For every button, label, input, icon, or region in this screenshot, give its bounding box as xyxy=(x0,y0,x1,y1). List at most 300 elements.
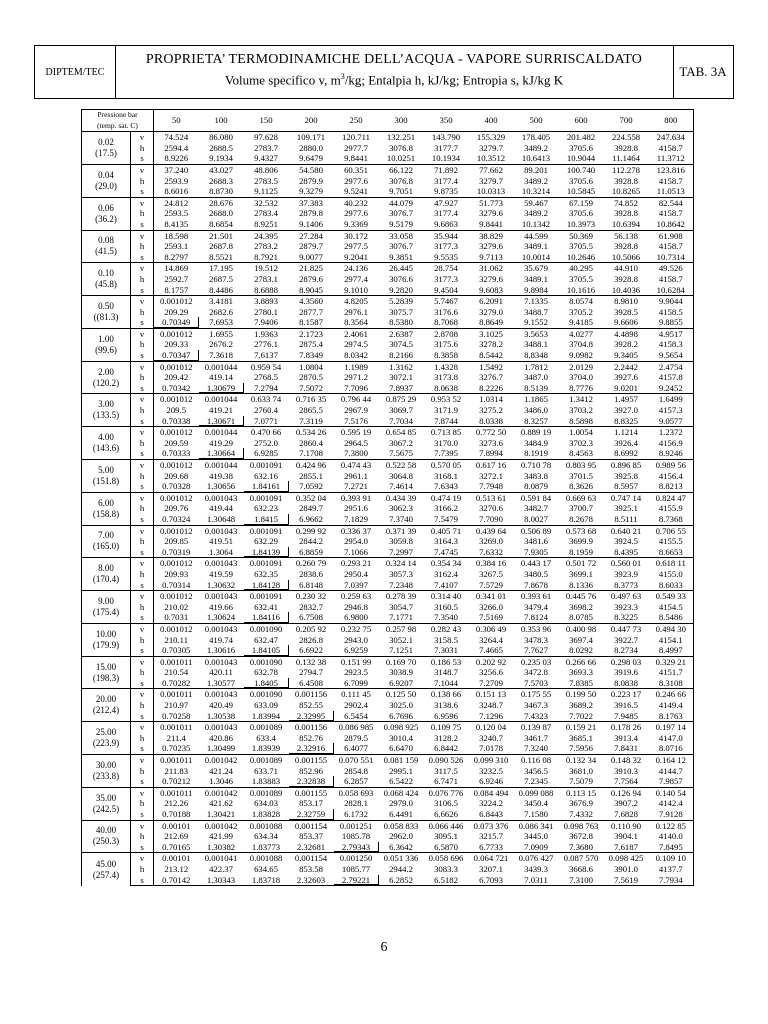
temp-header: 150 xyxy=(244,110,289,132)
table-cell: 3472.8 xyxy=(524,667,548,678)
table-cell: 0.138 66 xyxy=(424,689,469,700)
table-cell: 0.953 52 xyxy=(424,394,469,405)
quantity-symbol: v xyxy=(131,427,154,438)
table-cell: 7.1771 xyxy=(389,612,413,623)
table-cell: 0.001088 xyxy=(244,820,289,831)
quantity-symbol: v xyxy=(131,623,154,634)
table-cell: 2593.5 xyxy=(164,208,189,219)
table-cell: 3928.8 xyxy=(614,175,638,186)
table-cell: 1.30421 xyxy=(206,809,236,819)
table-cell: 6.6922 xyxy=(299,645,323,656)
table-cell: 7.6828 xyxy=(614,809,638,819)
table-cell: 8.0879 xyxy=(524,481,548,492)
table-cell: 3232.5 xyxy=(479,765,503,776)
table-cell: 3215.7 xyxy=(479,831,503,842)
table-cell: 420.11 xyxy=(209,667,233,678)
table-cell: 6.9285 xyxy=(254,448,278,459)
table-cell: 3275.2 xyxy=(479,405,503,416)
table-cell: 419.44 xyxy=(209,503,233,514)
table-row xyxy=(82,503,694,514)
table-cell: 0.073 376 xyxy=(469,820,514,831)
pressure-value: 0.08 xyxy=(98,235,114,246)
table-cell: 0.086 341 xyxy=(514,820,559,831)
table-cell: 7.9305 xyxy=(524,546,548,557)
quantity-symbol: v xyxy=(131,689,154,700)
table-cell: 8.6854 xyxy=(209,218,233,229)
table-cell: 0.324 14 xyxy=(379,558,424,569)
pressure-value: 20.00 xyxy=(95,694,117,705)
table-cell: 67.159 xyxy=(559,197,604,208)
table-cell: 7.0178 xyxy=(479,743,503,754)
table-cell: 3177.7 xyxy=(434,142,458,153)
table-cell: 30.172 xyxy=(334,230,379,241)
table-cell: 2688.0 xyxy=(209,208,233,219)
table-cell: 6.1732 xyxy=(344,809,368,819)
table-row xyxy=(82,339,694,350)
table-cell: 3067.2 xyxy=(389,437,413,448)
table-cell: 212.26 xyxy=(164,798,189,809)
quantity-symbol: v xyxy=(131,853,154,864)
table-cell: 0.081 159 xyxy=(379,755,424,766)
table-cell: 3.8893 xyxy=(244,296,289,307)
table-cell: 3927.6 xyxy=(614,372,638,383)
table-cell: 852.96 xyxy=(299,765,323,776)
table-cell: 0.001042 xyxy=(199,820,244,831)
table-cell: 7.0592 xyxy=(299,481,323,492)
table-cell: 2752.0 xyxy=(254,437,278,448)
table-cell: 10.8265 xyxy=(611,186,641,197)
table-cell: 0.772 50 xyxy=(469,427,514,438)
table-cell: 9.5241 xyxy=(344,186,368,197)
table-cell: 0.393 61 xyxy=(514,591,559,602)
table-cell: 4.3560 xyxy=(289,296,334,307)
table-cell: 3907.2 xyxy=(614,798,638,809)
table-cell: 3702.3 xyxy=(569,437,593,448)
table-row xyxy=(82,197,694,208)
table-cell: 7.8744 xyxy=(434,415,458,426)
table-cell: 112.278 xyxy=(604,164,649,175)
table-cell: 2946.8 xyxy=(344,601,368,612)
table-cell: 3072.1 xyxy=(389,372,413,383)
table-cell: 10.5066 xyxy=(611,251,641,262)
quantity-symbol: v xyxy=(131,263,154,274)
table-cell: 19.512 xyxy=(244,263,289,274)
table-cell: 2780.1 xyxy=(254,306,278,317)
table-cell: 7.4107 xyxy=(434,579,458,590)
table-cell: 0.001091 xyxy=(244,558,289,569)
table-cell: 7.7395 xyxy=(434,448,458,459)
table-cell: 0.314 40 xyxy=(424,591,469,602)
table-row xyxy=(82,580,694,591)
table-cell: 17.195 xyxy=(199,263,244,274)
table-cell: 1.83773 xyxy=(251,841,281,852)
temp-header: 50 xyxy=(154,110,199,132)
table-cell: 3910.3 xyxy=(614,765,638,776)
table-row xyxy=(82,252,694,263)
table-cell: 9.4504 xyxy=(434,284,458,295)
table-row xyxy=(82,635,694,646)
temp-header: 600 xyxy=(559,110,604,132)
table-cell: 0.159 21 xyxy=(559,722,604,733)
table-cell: 9.1406 xyxy=(299,218,323,229)
quantity-symbol: h xyxy=(131,307,154,318)
quantity-symbol: s xyxy=(131,350,154,361)
table-cell: 8.1959 xyxy=(569,546,593,557)
table-cell: 0.205 92 xyxy=(289,623,334,634)
quantity-symbol: v xyxy=(131,197,154,208)
table-cell: 8.4563 xyxy=(569,448,593,459)
table-cell: 0.001044 xyxy=(199,427,244,438)
temp-header: 250 xyxy=(334,110,379,132)
department-label: DIPTEM/TEC xyxy=(35,46,116,98)
quantity-symbol: v xyxy=(131,492,154,503)
table-cell: 1.30538 xyxy=(206,710,236,721)
table-cell: 7.6187 xyxy=(614,841,638,852)
table-row xyxy=(82,307,694,318)
table-cell: 3489.2 xyxy=(524,142,548,153)
table-cell: 0.066 446 xyxy=(424,820,469,831)
table-cell: 4158.5 xyxy=(649,307,694,318)
table-cell: 0.001012 xyxy=(154,591,199,602)
subtitle-prefix: Volume specifico v, m xyxy=(224,72,341,88)
table-cell: 9.7051 xyxy=(389,186,413,197)
table-cell: 6.5182 xyxy=(424,875,469,886)
table-cell: 0.70333 xyxy=(162,448,191,459)
table-cell: 7.9128 xyxy=(649,809,694,820)
table-cell: 0.001043 xyxy=(199,656,244,667)
table-cell: 3676.9 xyxy=(569,798,593,809)
table-row xyxy=(82,667,694,678)
table-cell: 6.9800 xyxy=(344,612,368,623)
table-cell: 3175.6 xyxy=(434,339,458,350)
table-cell: 9.2820 xyxy=(389,284,413,295)
table-cell: 8.0338 xyxy=(479,415,503,426)
table-cell: 0.139 87 xyxy=(514,722,559,733)
table-cell: 28.754 xyxy=(424,263,469,274)
pressure-cell xyxy=(82,132,131,165)
table-cell: 0.086 985 xyxy=(334,722,379,733)
table-cell: 2877.7 xyxy=(299,306,323,317)
table-cell: 1.30616 xyxy=(206,645,236,656)
table-cell: 7.8124 xyxy=(524,612,548,623)
saturation-temperature: (212.4) xyxy=(92,705,120,716)
saturation-temperature: (223.9) xyxy=(92,738,120,749)
quantity-symbol: h xyxy=(131,831,154,842)
table-cell: 3138.6 xyxy=(434,700,458,711)
table-cell: 1.30664 xyxy=(199,448,244,459)
table-cell: 2593.1 xyxy=(164,241,189,252)
table-cell: 4155.9 xyxy=(649,503,694,514)
pressure-value: 1.00 xyxy=(98,333,114,344)
table-cell: 0.989 56 xyxy=(649,460,694,471)
table-cell: 421.62 xyxy=(209,798,233,809)
table-cell: 1.3046 xyxy=(209,776,233,787)
table-cell: 3705.5 xyxy=(569,241,593,252)
table-cell: 0.202 92 xyxy=(469,656,514,667)
table-cell: 0.001011 xyxy=(154,722,199,733)
table-cell: 0.232 75 xyxy=(334,623,379,634)
table-cell: 3927.0 xyxy=(614,405,638,416)
table-cell: 0.534 26 xyxy=(289,427,334,438)
pressure-value: 4.00 xyxy=(98,432,114,443)
table-cell: 82.544 xyxy=(649,197,694,208)
table-cell: 420.49 xyxy=(209,700,233,711)
table-cell: 3095.1 xyxy=(434,831,458,842)
saturation-temperature: ((81.3) xyxy=(93,311,119,322)
table-cell: 9.1010 xyxy=(344,284,368,295)
table-cell: 10.1934 xyxy=(431,153,461,164)
table-cell: 3278.2 xyxy=(479,339,503,350)
table-cell: 10.6413 xyxy=(521,153,551,164)
table-cell: 2.32995 xyxy=(289,711,334,722)
table-row xyxy=(82,809,694,820)
table-row xyxy=(82,481,694,492)
table-row xyxy=(82,164,694,175)
table-cell: 0.497 63 xyxy=(604,591,649,602)
pressure-cell xyxy=(82,623,131,656)
table-cell: 1.4328 xyxy=(424,361,469,372)
table-cell: 7.3800 xyxy=(344,448,368,459)
table-cell: 6.5870 xyxy=(434,841,458,852)
table-cell: 4155.0 xyxy=(649,569,694,580)
table-cell: 0.110 90 xyxy=(604,820,649,831)
table-cell: 0.169 70 xyxy=(379,656,424,667)
table-cell: 0.001012 xyxy=(154,558,199,569)
table-cell: 6.9246 xyxy=(479,776,503,787)
table-cell: 3488.1 xyxy=(524,339,548,350)
page-subtitle xyxy=(115,72,673,88)
quantity-symbol: h xyxy=(131,372,154,383)
table-cell: 48.806 xyxy=(244,164,289,175)
table-cell: 3160.5 xyxy=(434,601,458,612)
pressure-cell xyxy=(82,787,131,820)
table-cell: 419.21 xyxy=(209,405,233,416)
saturation-temperature: (151.8) xyxy=(92,475,120,486)
table-cell: 3076.6 xyxy=(389,273,413,284)
quantity-symbol: h xyxy=(131,667,154,678)
table-cell: 1.30343 xyxy=(199,875,244,886)
saturation-temperature: (143.6) xyxy=(92,443,120,454)
quantity-symbol: h xyxy=(131,864,154,875)
table-cell: 1.30382 xyxy=(206,841,236,852)
table-cell: 7.7948 xyxy=(479,481,503,492)
table-cell: 61.908 xyxy=(649,230,694,241)
table-cell: 2967.9 xyxy=(344,405,368,416)
pressure-value: 45.00 xyxy=(95,858,117,869)
table-cell: 3128.2 xyxy=(434,732,458,743)
pressure-cell xyxy=(82,427,131,460)
table-row xyxy=(82,427,694,438)
table-cell: 9.3851 xyxy=(389,251,413,262)
pressure-value: 25.00 xyxy=(95,727,117,738)
pressure-value: 0.10 xyxy=(98,268,114,279)
quantity-symbol: h xyxy=(131,471,154,482)
pressure-cell xyxy=(82,164,131,197)
table-cell: 8.6992 xyxy=(614,448,638,459)
table-cell: 7.4665 xyxy=(479,645,503,656)
table-cell: 66.122 xyxy=(379,164,424,175)
quantity-symbol: s xyxy=(131,186,154,197)
table-cell: 0.70342 xyxy=(162,382,191,393)
table-cell: 0.501 72 xyxy=(559,558,604,569)
table-cell: 1.84139 xyxy=(244,547,289,558)
table-cell: 0.405 71 xyxy=(424,525,469,536)
table-cell: 419.38 xyxy=(209,470,233,481)
table-cell: 7.5072 xyxy=(299,382,323,393)
table-cell: 3904.1 xyxy=(614,831,638,842)
table-cell: 3705.2 xyxy=(569,306,593,317)
table-cell: 2865.5 xyxy=(299,405,323,416)
table-cell: 2879.9 xyxy=(299,175,323,186)
table-cell: 10.6394 xyxy=(611,218,641,229)
table-cell: 8.9226 xyxy=(164,153,189,164)
table-cell: 8.1587 xyxy=(299,317,323,328)
pressure-cell xyxy=(82,197,131,230)
table-cell: 0.001044 xyxy=(199,361,244,372)
table-cell: 2676.2 xyxy=(209,339,233,350)
table-cell: 1.6955 xyxy=(199,328,244,339)
table-cell: 419.51 xyxy=(209,536,233,547)
table-cell: 4.9517 xyxy=(649,328,694,339)
table-row xyxy=(82,678,694,689)
table-cell: 9.5179 xyxy=(389,218,413,229)
table-row xyxy=(82,722,694,733)
table-cell: 3901.0 xyxy=(614,863,638,874)
subtitle-suffix: /kg; Entalpia h, kJ/kg; Entropia s, kJ/kg K xyxy=(344,72,564,88)
table-cell: 7.1580 xyxy=(524,809,548,819)
table-cell: 9.8984 xyxy=(524,284,548,295)
table-cell: 3062.3 xyxy=(389,503,413,514)
table-cell: 8.5442 xyxy=(479,350,503,361)
table-cell: 0.341 01 xyxy=(469,591,514,602)
pressure-cell xyxy=(82,263,131,296)
table-cell: 8.0027 xyxy=(524,513,548,524)
table-cell: 0.70324 xyxy=(162,513,191,524)
table-cell: 40.295 xyxy=(559,263,604,274)
table-cell: 3279.0 xyxy=(479,306,503,317)
table-cell: 7.1251 xyxy=(389,645,413,656)
table-cell: 3479.4 xyxy=(524,601,548,612)
table-cell: 9.6863 xyxy=(434,218,458,229)
table-cell: 8.3626 xyxy=(569,481,593,492)
table-cell: 7.2345 xyxy=(524,776,548,787)
table-cell: 209.59 xyxy=(164,437,189,448)
table-cell: 8.1919 xyxy=(524,448,548,459)
table-cell: 9.4327 xyxy=(254,153,278,164)
table-cell: 0.001090 xyxy=(244,623,289,634)
table-row xyxy=(82,591,694,602)
table-cell: 7.7564 xyxy=(614,776,638,787)
table-cell: 9.6083 xyxy=(479,284,503,295)
table-cell: 2592.7 xyxy=(164,273,189,284)
table-cell: 3483.8 xyxy=(524,470,548,481)
table-cell: 2687.8 xyxy=(209,241,233,252)
quantity-symbol: s xyxy=(131,285,154,296)
saturation-temperature: (242.5) xyxy=(92,803,120,814)
pressure-value: 0.06 xyxy=(98,202,114,213)
table-cell: 4158.7 xyxy=(649,143,694,154)
table-cell: 634.34 xyxy=(254,831,278,842)
table-cell: 0.098 925 xyxy=(379,722,424,733)
table-cell: 2974.5 xyxy=(344,339,368,350)
table-cell: 3928.5 xyxy=(614,306,638,317)
table-cell: 3668.6 xyxy=(569,863,593,874)
table-cell: 9.0577 xyxy=(649,416,694,427)
pressure-cell xyxy=(82,460,131,493)
table-cell: 8.0342 xyxy=(344,350,368,361)
table-cell: 178.405 xyxy=(514,132,559,143)
table-cell: 8.8649 xyxy=(479,317,503,328)
table-cell: 7.9857 xyxy=(649,776,694,787)
table-cell: 212.69 xyxy=(164,831,189,842)
table-cell: 0.747 14 xyxy=(604,492,649,503)
table-cell: 7.0397 xyxy=(344,579,368,590)
table-cell: 2.8708 xyxy=(424,328,469,339)
table-cell: 3256.6 xyxy=(479,667,503,678)
table-cell: 0.266 66 xyxy=(559,656,604,667)
table-row xyxy=(82,285,694,296)
table-cell: 7.8385 xyxy=(569,677,593,688)
table-cell: 1.3412 xyxy=(559,394,604,405)
quantity-symbol: s xyxy=(131,317,154,328)
table-cell: 10.3973 xyxy=(566,218,596,229)
table-cell: 155.329 xyxy=(469,132,514,143)
table-cell: 3170.0 xyxy=(434,437,458,448)
table-cell: 1.30577 xyxy=(206,677,236,688)
table-cell: 0.132 34 xyxy=(559,755,604,766)
table-row xyxy=(82,143,694,154)
pressure-value: 6.00 xyxy=(98,497,114,508)
table-cell: 0.148 32 xyxy=(604,755,649,766)
table-cell: 3279.7 xyxy=(479,142,503,153)
table-cell: 0.197 14 xyxy=(649,722,694,733)
table-cell: 3699.9 xyxy=(569,536,593,547)
table-cell: 0.099 088 xyxy=(514,787,559,798)
table-cell: 6.9207 xyxy=(389,677,413,688)
table-cell: 3480.5 xyxy=(524,568,548,579)
table-cell: 0.595 19 xyxy=(334,427,379,438)
table-cell: 0.001012 xyxy=(154,525,199,536)
table-cell: 8.9246 xyxy=(649,448,694,459)
table-cell: 0.175 55 xyxy=(514,689,559,700)
table-cell: 3.1025 xyxy=(469,328,514,339)
table-cell: 9.4185 xyxy=(569,317,593,328)
table-cell: 852.55 xyxy=(299,700,323,711)
pressure-cell xyxy=(82,853,131,886)
table-row xyxy=(82,274,694,285)
pressure-cell xyxy=(82,558,131,591)
table-cell: 2832.7 xyxy=(299,601,323,612)
saturation-temperature: (120.2) xyxy=(92,377,120,388)
table-row xyxy=(82,700,694,711)
table-row xyxy=(82,492,694,503)
table-cell: 6.8442 xyxy=(434,743,458,754)
table-cell: 10.9044 xyxy=(566,153,596,164)
table-cell: 3701.5 xyxy=(569,470,593,481)
table-cell: 3076.7 xyxy=(389,241,413,252)
quantity-symbol: s xyxy=(131,612,154,623)
table-cell: 3025.0 xyxy=(389,700,413,711)
table-row xyxy=(82,350,694,361)
table-cell: 9.2452 xyxy=(649,383,694,394)
table-row xyxy=(82,328,694,339)
table-cell: 3164.3 xyxy=(434,536,458,547)
table-cell: 0.889 19 xyxy=(514,427,559,438)
table-cell: 8.3773 xyxy=(614,579,638,590)
table-cell: 7.3240 xyxy=(524,743,548,754)
table-cell: 8.1757 xyxy=(164,284,189,295)
table-cell: 209.5 xyxy=(166,405,187,416)
